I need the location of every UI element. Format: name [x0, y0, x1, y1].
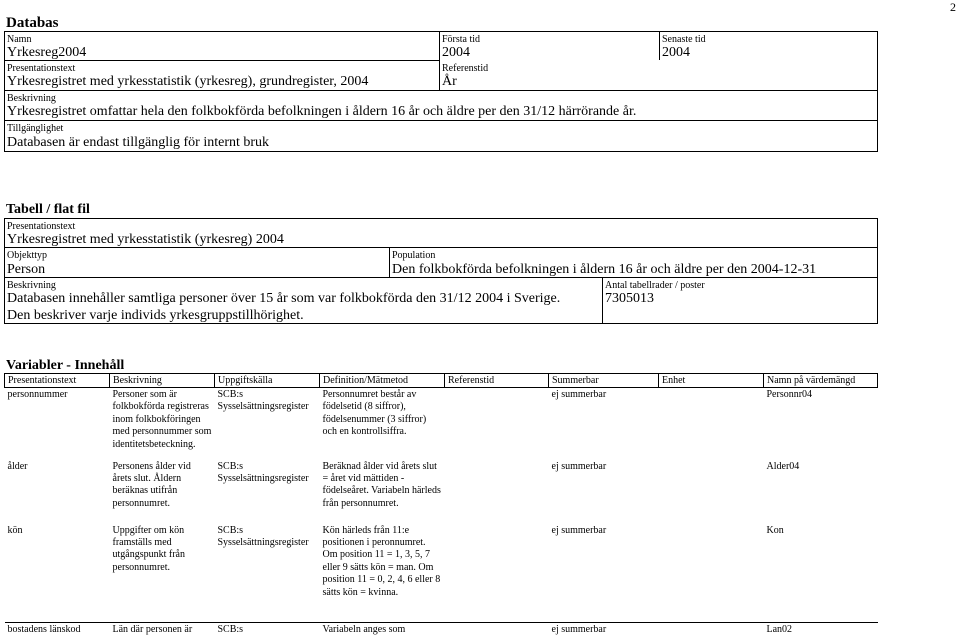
database-name-label: Namn — [7, 34, 32, 45]
cell-presentation: personnummer — [7, 389, 68, 400]
variables-header-row — [5, 374, 878, 388]
table-row — [5, 388, 878, 460]
first-time-value: 2004 — [442, 45, 470, 60]
cell-reference — [445, 524, 549, 623]
population-value: Den folkbokförda befolkningen i åldern 16 år och äldre per den 2004-12-31 — [392, 262, 817, 277]
database-description: Yrkesregistret omfattar hela den folkbokförda befolkningen i åldern 16 år och äldre per den 31/12 härrörande år. — [7, 104, 637, 119]
variables-table — [4, 373, 878, 638]
table-presentation-label: Presentationstext — [7, 221, 76, 232]
cell-definition: Variabeln anges som — [320, 623, 445, 639]
database-heading: Databas — [6, 15, 59, 31]
cell-valueset: Kon — [766, 524, 784, 536]
row-count-label: Antal tabellrader / poster — [605, 280, 705, 291]
table-row — [5, 460, 878, 524]
cell-source: SCB:s — [215, 623, 320, 639]
cell-description: Uppgifter om kön framställs med utgångspunkt från personnumret. — [112, 524, 185, 573]
reference-time-label: Referenstid — [442, 63, 489, 74]
cell-description: Län där personen är — [110, 623, 215, 639]
cell-unit — [659, 460, 764, 524]
cell-description: Personer som är folkbokförda registreras inom folkbokföringen med personnummer som identitetsbeteckning. — [112, 389, 212, 450]
cell-valueset: Alder04 — [766, 460, 800, 472]
col-reference: Referenstid — [445, 374, 549, 388]
cell-description: Personens ålder vid årets slut. Åldern beräknas utifrån personnumret. — [112, 460, 191, 509]
database-description-label: Beskrivning — [7, 93, 56, 104]
cell-summable: ej summerbar — [551, 389, 607, 400]
database-presentation: Yrkesregistret med yrkesstatistik (yrkesreg), grundregister, 2004 — [7, 74, 369, 89]
cell-unit — [659, 623, 764, 639]
cell-definition: Beräknad ålder vid årets slut = året vid mättiden - födelseåret. Variabeln härleds från personnumret. — [322, 460, 441, 509]
last-time-value: 2004 — [662, 45, 690, 60]
cell-reference — [445, 460, 549, 524]
database-box — [4, 31, 878, 152]
col-description: Beskrivning — [110, 374, 215, 388]
cell-reference — [445, 623, 549, 639]
table-description-line2: Den beskriver varje individs yrkesgruppstillhörighet. — [7, 308, 304, 323]
cell-unit — [659, 524, 764, 623]
col-source: Uppgiftskälla — [215, 374, 320, 388]
reference-time-value: År — [442, 74, 457, 89]
cell-presentation: kön — [7, 524, 23, 536]
availability-label: Tillgänglighet — [7, 123, 64, 134]
cell-definition: Kön härleds från 11:e positionen i peronnumret. Om position 11 = 1, 3, 5, 7 eller 9 sätts kön = man. Om position 11 = 0, 2, 4, 6 eller 8 sätts kön = kvinna. — [322, 524, 441, 598]
database-name: Yrkesreg2004 — [7, 45, 87, 60]
database-presentation-label: Presentationstext — [7, 63, 76, 74]
cell-source: SCB:s Sysselsättningsregister — [217, 389, 309, 413]
object-type-value: Person — [7, 262, 46, 277]
col-summable: Summerbar — [549, 374, 659, 388]
col-valueset: Namn på värdemängd — [764, 374, 878, 388]
cell-definition: Personnumret består av födelsetid (8 siffror), födelsenummer (3 siffror) och en kontrollsiffra. — [322, 389, 427, 438]
cell-valueset: Personnr04 — [766, 389, 813, 400]
cell-summable: ej summerbar — [551, 460, 607, 472]
cell-source: SCB:s Sysselsättningsregister — [217, 460, 309, 484]
availability-value: Databasen är endast tillgänglig för internt bruk — [7, 135, 270, 150]
variables-heading: Variabler - Innehåll — [6, 358, 125, 373]
row-count-value: 7305013 — [605, 291, 654, 306]
cell-reference — [445, 388, 549, 460]
table-box — [4, 218, 878, 324]
population-label: Population — [392, 250, 436, 261]
col-unit: Enhet — [659, 374, 764, 388]
page-number: 2 — [950, 0, 956, 14]
cell-summable: ej summerbar — [551, 524, 607, 536]
last-time-label: Senaste tid — [662, 34, 706, 45]
cell-presentation: ålder — [7, 460, 28, 472]
col-definition: Definition/Mätmetod — [320, 374, 445, 388]
table-row — [5, 623, 878, 639]
cell-valueset: Lan02 — [764, 623, 878, 639]
cell-presentation: bostadens länskod — [5, 623, 110, 639]
cell-summable: ej summerbar — [549, 623, 659, 639]
table-presentation: Yrkesregistret med yrkesstatistik (yrkesreg) 2004 — [7, 232, 284, 247]
table-heading: Tabell / flat fil — [6, 202, 90, 217]
first-time-label: Första tid — [442, 34, 481, 45]
table-row — [5, 524, 878, 623]
object-type-label: Objekttyp — [7, 250, 47, 261]
cell-source: SCB:s Sysselsättningsregister — [217, 524, 309, 548]
table-description-line1: Databasen innehåller samtliga personer över 15 år som var folkbokförda den 31/12 2004 i Sverige. — [7, 291, 561, 306]
table-description-label: Beskrivning — [7, 280, 56, 291]
cell-unit — [659, 388, 764, 460]
col-presentation: Presentationstext — [5, 374, 110, 388]
